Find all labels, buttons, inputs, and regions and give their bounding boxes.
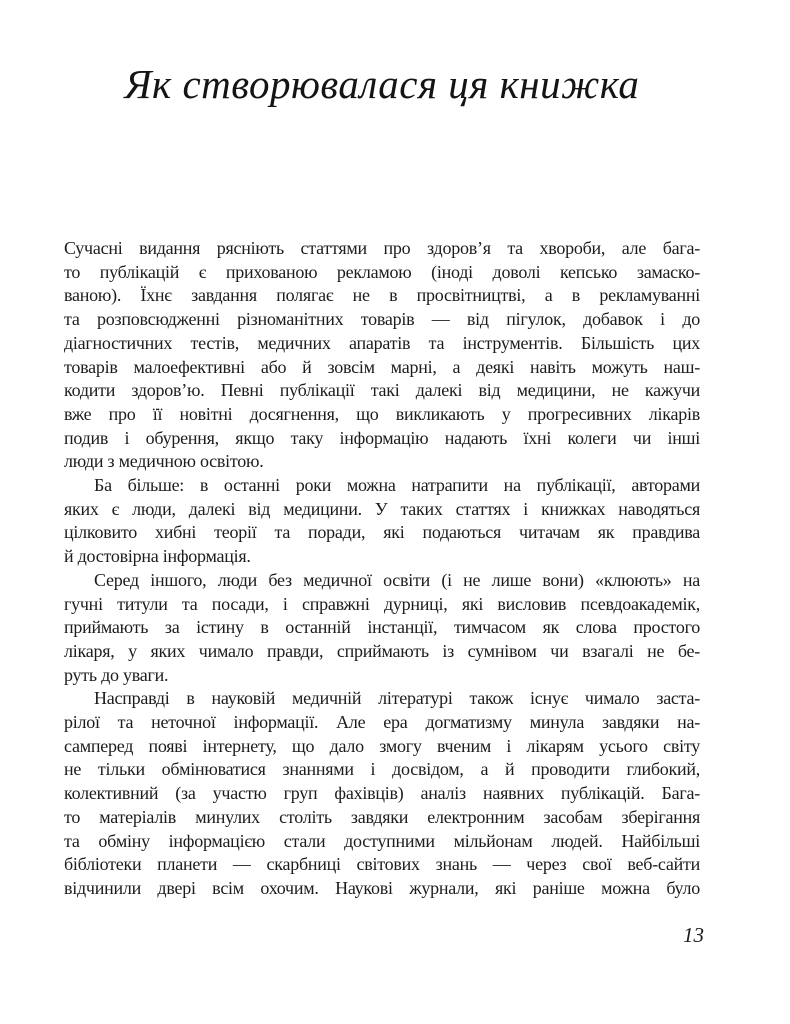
text-line: не тільки обмінюватися знаннями і досвідом, а й проводити глибокий, (64, 759, 700, 780)
text-line: ваною). Їхнє завдання полягає не в просвітництві, а в рекламуванні (64, 285, 700, 306)
text-line: приймають за істину в останній інстанції, тимчасом як слова простого (64, 617, 700, 638)
text-line: й достовірна інформація. (64, 546, 251, 567)
text-line: відчинили двері всім охочим. Наукові журнали, які раніше можна було (64, 877, 700, 898)
paragraph (64, 237, 700, 474)
text-line: колективний (за участю груп фахівців) аналіз наявних публікацій. Бага- (64, 783, 700, 804)
text-line: самперед появі інтернету, що дало змогу вченим і лікарям усього світу (64, 735, 700, 756)
text-line: яких є люди, далекі від медицини. У таких статтях і книжках наводяться (64, 498, 700, 519)
body-text (64, 237, 700, 901)
text-line: Серед іншого, люди без медичної освіти (і не лише вони) «клюють» на (94, 569, 700, 590)
page-number: 13 (683, 923, 704, 947)
paragraph (64, 569, 700, 688)
text-line: подив і обурення, якщо таку інформацію надають їхні колеги чи інші (64, 427, 700, 448)
text-line: кодити здоров’ю. Певні публікації такі далекі від медицини, не кажучи (64, 380, 700, 401)
text-line: то публікацій є прихованою рекламою (іноді доволі кепсько замаско- (64, 261, 700, 282)
text-line: діагностичних тестів, медичних апаратів та інструментів. Більшість цих (64, 332, 700, 353)
text-line: товарів малоефективні або й зовсім марні, а деякі навіть можуть наш- (64, 356, 700, 377)
text-line: Ба більше: в останні роки можна натрапити на публікації, авторами (94, 475, 700, 496)
paragraph (64, 687, 700, 900)
text-line: вже про її новітні досягнення, що викликають у прогресивних лікарів (64, 403, 700, 424)
text-line: цілковито хибні теорії та поради, які подаються читачам як правдива (64, 522, 700, 543)
chapter-title: Як створювалася ця книжка (124, 61, 640, 107)
text-line: лікаря, у яких чимало правди, сприймають із сумнівом чи взагалі не бе- (64, 640, 700, 661)
paragraph (64, 474, 700, 569)
text-line: рілої та неточної інформації. Але ера догматизму минула завдяки на- (64, 712, 700, 733)
text-line: то матеріалів минулих століть завдяки електронним засобам зберігання (64, 806, 700, 827)
text-line: бібліотеки планети — скарбниці світових знань — через свої веб-сайти (64, 854, 700, 875)
text-line: Насправді в науковій медичній літературі також існує чимало заста- (94, 688, 700, 709)
text-line: гучні титули та посади, і справжні дурниці, які висловив псевдоакадемік, (64, 593, 700, 614)
text-line: руть до уваги. (64, 664, 169, 685)
text-line: та обміну інформацією стали доступними мільйонам людей. Найбільші (64, 830, 700, 851)
text-line: та розповсюдженні різноманітних товарів — від пігулок, добавок і до (64, 309, 700, 330)
text-line: люди з медичною освітою. (64, 451, 264, 472)
text-line: Сучасні видання рясніють статтями про здоров’я та хвороби, але бага- (64, 238, 700, 258)
